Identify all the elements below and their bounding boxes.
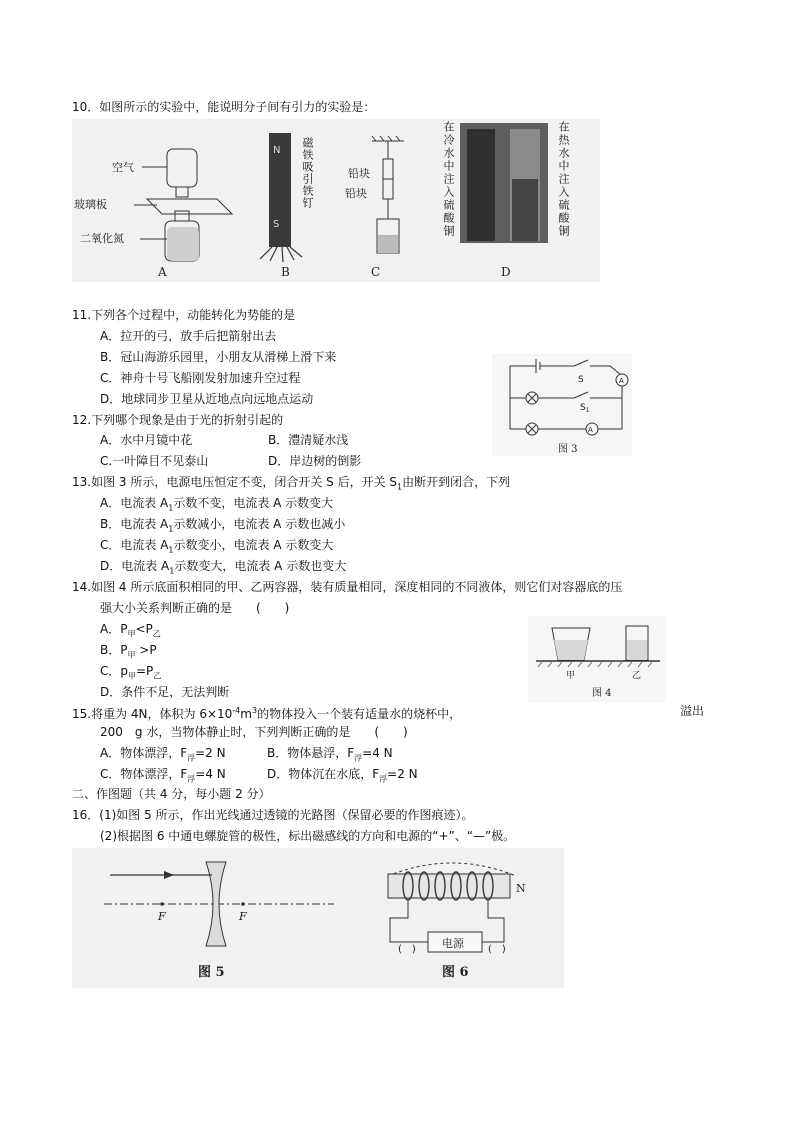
figure-4-label-yi: 乙 (632, 671, 642, 681)
figure-q10 (72, 119, 600, 282)
q16-part1: 16．(1)如图 5 所示，作出光线通过透镜的光路图（保留必要的作图痕迹）。 (72, 808, 474, 822)
figure-3-ammeter-a1: A (588, 426, 593, 434)
q13-stem: 13.如图 3 所示，电源电压恒定不变，闭合开关 S 后，开关 $S_1$由断开到闭合，下列 (72, 475, 511, 492)
q14-option-b: B．$P_甲 >P$ (100, 643, 157, 660)
figure-label-c: C (371, 265, 381, 279)
q14-stem-line1: 14.如图 4 所示底面积相同的甲、乙两容器，装有质量相同，深度相同的不同液体，则它们对容器底的压 (72, 580, 623, 594)
q12-option-c: C.一叶障目不见泰山 (100, 454, 209, 468)
figure-4-caption: 图 4 (592, 688, 612, 699)
figure-3-caption: 图 3 (558, 444, 578, 455)
q14-stem-line2: 强大小关系判断正确的是 ( ) (100, 601, 290, 615)
q16-part2: (2)根据图 6 中通电螺旋管的极性，标出磁感线的方向和电源的“+”、“—”极。 (100, 829, 516, 843)
q15-option-d: D．物体沉在水底，$F_浮=2$ N (267, 767, 418, 784)
figure-6-paren-left: ( ) (398, 944, 416, 955)
figure-a-glass-label: 玻璃板 (74, 198, 107, 211)
figure-6-power-label: 电源 (442, 937, 464, 950)
figure-3 (492, 354, 632, 456)
figure-label-d: D (501, 265, 511, 279)
q12-option-d: D．岸边树的倒影 (268, 454, 362, 468)
figure-3-switch-s: S (578, 375, 584, 385)
figure-5-caption: 图 5 (198, 965, 225, 980)
figure-d-right-text: 在热水中注入硫酸铜 (557, 121, 570, 238)
q13-option-c: C．电流表 $A_1$示数变小，电流表 A 示数变大 (100, 538, 334, 555)
figure-6-caption: 图 6 (442, 965, 469, 980)
figure-3-ammeter-a: A (619, 377, 624, 385)
q13-option-a: A．电流表 $A_1$示数不变，电流表 A 示数变大 (100, 496, 334, 513)
q15-option-b: B．物体悬浮，$F_浮=4$ N (267, 746, 393, 763)
figure-4 (528, 616, 666, 702)
figure-b-s-pole: S (273, 219, 280, 230)
figure-c-lead-label-2: 铅块 (345, 187, 367, 200)
figure-3-switch-s1: $S_1$ (580, 403, 590, 414)
figure-a-air-label: 空气 (112, 161, 134, 174)
q15-stem-line1: 15.将重为 4N，体积为 $6\times 10^{-4}m^3$的物体投入一个装有适量水的烧杯中， (72, 706, 462, 721)
q15-option-c: C．物体漂浮，$F_浮=4$ N (100, 767, 226, 784)
q10-stem: 10．如图所示的实验中，能说明分子间有引力的实验是： (72, 100, 376, 114)
q15-stem-line2: 200 g 水，当物体静止时，下列判断正确的是 ( ) (100, 725, 408, 739)
figure-5-label-f-right: F (239, 910, 247, 923)
figure-label-a: A (158, 265, 167, 279)
figure-5-focus-right (241, 902, 245, 906)
figure-b-n-pole: N (273, 145, 281, 156)
q12-option-b: B．澧清疑水浅 (268, 433, 349, 447)
figure-5-6 (72, 848, 564, 988)
q14-option-c: C．$p_甲=P_乙$ (100, 664, 162, 681)
q15-option-a: A．物体漂浮，$F_浮=2$ N (100, 746, 226, 763)
figure-b-vertical-text: 磁铁吸引铁钉 (301, 137, 314, 209)
figure-6-paren-right: ( ) (488, 944, 506, 955)
q11-stem: 11.下列各个过程中，动能转化为势能的是 (72, 308, 296, 322)
q11-option-c: C．神舟十号飞船刚发射加速升空过程 (100, 371, 301, 385)
q15-stem-overflow: 溢出 (680, 704, 705, 718)
figure-label-b: B (281, 265, 290, 279)
figure-4-label-jia: 甲 (566, 671, 576, 681)
q11-option-d: D．地球同步卫星从近地点向远地点运动 (100, 392, 314, 406)
q11-option-a: A．拉开的弓，放手后把箭射出去 (100, 329, 277, 343)
figure-a-gas-label: 二氧化氮 (80, 232, 124, 245)
q13-option-d: D．电流表 $A_1$示数变大，电流表 A 示数也变大 (100, 559, 347, 576)
q13-option-b: B．电流表 $A_1$示数减小，电流表 A 示数也减小 (100, 517, 346, 534)
q14-option-d: D．条件不足，无法判断 (100, 685, 230, 699)
figure-5-focus-left (160, 902, 164, 906)
section-title: 二、作图题（共 4 分，每小题 2 分） (72, 787, 271, 801)
q14-option-a: A．$P_甲<P_乙$ (100, 622, 161, 639)
q12-stem: 12.下列哪个现象是由于光的折射引起的 (72, 413, 284, 427)
q11-option-b: B．冠山海游乐园里，小朋友从滑梯上滑下来 (100, 350, 337, 364)
figure-c-lead-label-1: 铅块 (348, 167, 370, 180)
figure-d-left-text: 在冷水中注入硫酸铜 (442, 121, 455, 238)
figure-6-pole-n: N (516, 882, 526, 895)
figure-5-label-f-left: F (158, 910, 166, 923)
q12-option-a: A．水中月镜中花 (100, 433, 193, 447)
